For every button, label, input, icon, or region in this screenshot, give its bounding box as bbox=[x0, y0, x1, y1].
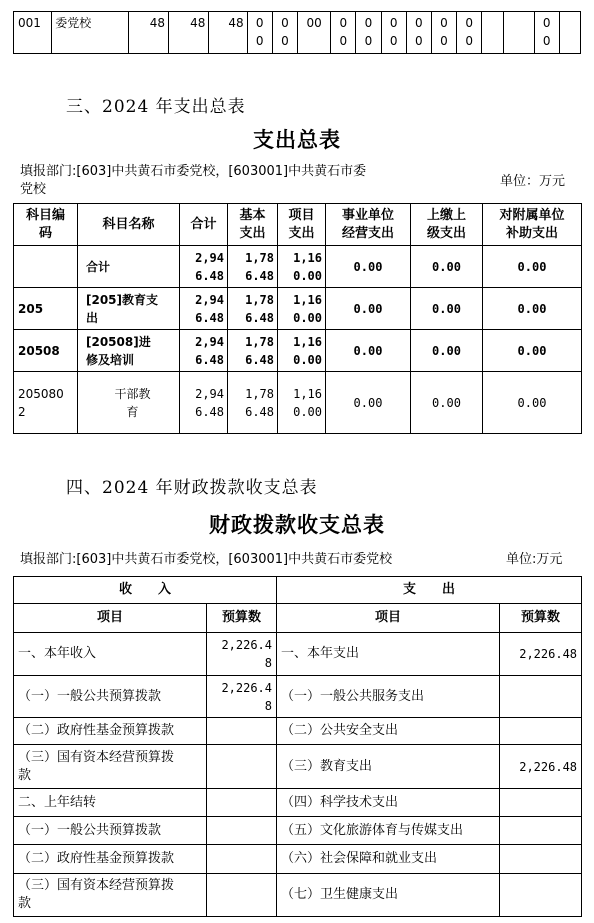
header-row bbox=[14, 604, 582, 633]
value-cell bbox=[559, 12, 580, 54]
total-cell: 2,94 6.48 bbox=[180, 246, 228, 288]
project-cell: 1,16 0.00 bbox=[278, 288, 326, 330]
code-cell: 205 bbox=[14, 288, 78, 330]
value-cell: 48 bbox=[128, 12, 168, 54]
value-cell bbox=[482, 12, 504, 54]
value-cell: 0 0 bbox=[247, 12, 272, 54]
income-item: （二）政府性基金预算拨款 bbox=[14, 845, 207, 874]
expense-item: （一）一般公共服务支出 bbox=[277, 676, 500, 718]
expense-summary-table bbox=[13, 203, 582, 434]
basic-cell: 1,78 6.48 bbox=[228, 372, 278, 434]
expense-value bbox=[500, 789, 582, 817]
income-value bbox=[207, 789, 277, 817]
code-cell: 205080 2 bbox=[14, 372, 78, 434]
biz-cell: 0.00 bbox=[326, 330, 411, 372]
expense-value bbox=[500, 874, 582, 917]
name-cell: 合计 bbox=[78, 246, 180, 288]
section-heading: 三、2024 年支出总表 bbox=[66, 97, 246, 117]
col-header: 科目名称 bbox=[78, 204, 180, 246]
expense-item-header: 项目 bbox=[277, 604, 500, 633]
upper-cell: 0.00 bbox=[411, 330, 483, 372]
expense-item: （二）公共安全支出 bbox=[277, 718, 500, 745]
value-cell: 0 0 bbox=[406, 12, 431, 54]
biz-cell: 0.00 bbox=[326, 372, 411, 434]
table-row bbox=[14, 789, 582, 817]
sub-cell: 0.00 bbox=[483, 246, 582, 288]
table-row bbox=[14, 817, 582, 845]
income-item: （三）国有资本经营预算拨 款 bbox=[14, 874, 207, 917]
project-cell: 1,16 0.00 bbox=[278, 372, 326, 434]
col-header: 对附属单位 补助支出 bbox=[483, 204, 582, 246]
expense-header: 支 出 bbox=[277, 577, 582, 604]
name-cell: [20508]进 修及培训 bbox=[78, 330, 180, 372]
dept-label: 填报部门:[603]中共黄石市委党校，[603001]中共黄石市委党校 bbox=[20, 552, 393, 567]
unit-label: 单位：万元 bbox=[500, 174, 566, 189]
income-item-header: 项目 bbox=[14, 604, 207, 633]
table-row bbox=[14, 718, 582, 745]
fiscal-appropriation-table bbox=[13, 576, 582, 917]
project-cell: 1,16 0.00 bbox=[278, 246, 326, 288]
expense-value: 2,226.48 bbox=[500, 633, 582, 676]
value-cell: 0 0 bbox=[381, 12, 406, 54]
expense-value bbox=[500, 718, 582, 745]
col-header: 上缴上 级支出 bbox=[411, 204, 483, 246]
basic-cell: 1,78 6.48 bbox=[228, 246, 278, 288]
basic-cell: 1,78 6.48 bbox=[228, 330, 278, 372]
income-item: 一、本年收入 bbox=[14, 633, 207, 676]
col-header: 合计 bbox=[180, 204, 228, 246]
expense-item: （五）文化旅游体育与传媒支出 bbox=[277, 817, 500, 845]
total-cell: 2,94 6.48 bbox=[180, 372, 228, 434]
expense-item: （七）卫生健康支出 bbox=[277, 874, 500, 917]
col-header: 项目 支出 bbox=[278, 204, 326, 246]
col-header: 基本 支出 bbox=[228, 204, 278, 246]
upper-cell: 0.00 bbox=[411, 288, 483, 330]
basic-cell: 1,78 6.48 bbox=[228, 288, 278, 330]
biz-cell: 0.00 bbox=[326, 288, 411, 330]
table-row bbox=[14, 845, 582, 874]
table-title: 支出总表 bbox=[253, 127, 341, 152]
code-cell: 20508 bbox=[14, 330, 78, 372]
biz-cell: 0.00 bbox=[326, 246, 411, 288]
income-value: 2,226.4 8 bbox=[207, 676, 277, 718]
income-value bbox=[207, 745, 277, 789]
income-item: 二、上年结转 bbox=[14, 789, 207, 817]
income-value: 2,226.4 8 bbox=[207, 633, 277, 676]
value-cell: 00 bbox=[297, 12, 330, 54]
name-cell: 干部教 育 bbox=[78, 372, 180, 434]
code-cell: 001 bbox=[14, 12, 52, 54]
income-budget-header: 预算数 bbox=[207, 604, 277, 633]
value-cell: 48 bbox=[209, 12, 247, 54]
table-row bbox=[14, 12, 581, 54]
header-row bbox=[14, 204, 582, 246]
name-cell: [205]教育支 出 bbox=[78, 288, 180, 330]
value-cell: 0 0 bbox=[431, 12, 456, 54]
income-value bbox=[207, 845, 277, 874]
income-item: （三）国有资本经营预算拨 款 bbox=[14, 745, 207, 789]
table-row bbox=[14, 246, 582, 288]
upper-cell: 0.00 bbox=[411, 246, 483, 288]
table-row bbox=[14, 745, 582, 789]
expense-value bbox=[500, 817, 582, 845]
table-row bbox=[14, 633, 582, 676]
total-cell: 2,94 6.48 bbox=[180, 288, 228, 330]
project-cell: 1,16 0.00 bbox=[278, 330, 326, 372]
table-title: 财政拨款收支总表 bbox=[209, 512, 385, 537]
section-heading: 四、2024 年财政拨款收支总表 bbox=[66, 478, 318, 498]
income-value bbox=[207, 718, 277, 745]
total-cell: 2,94 6.48 bbox=[180, 330, 228, 372]
table-row bbox=[14, 874, 582, 917]
table-row bbox=[14, 372, 582, 434]
sub-cell: 0.00 bbox=[483, 372, 582, 434]
col-header: 事业单位 经营支出 bbox=[326, 204, 411, 246]
upper-cell: 0.00 bbox=[411, 372, 483, 434]
code-cell bbox=[14, 246, 78, 288]
income-item: （二）政府性基金预算拨款 bbox=[14, 718, 207, 745]
expense-item: （六）社会保障和就业支出 bbox=[277, 845, 500, 874]
income-value bbox=[207, 874, 277, 917]
expense-item: （四）科学技术支出 bbox=[277, 789, 500, 817]
value-cell: 0 0 bbox=[331, 12, 356, 54]
sub-cell: 0.00 bbox=[483, 330, 582, 372]
table-row bbox=[14, 330, 582, 372]
value-cell: 48 bbox=[169, 12, 209, 54]
income-value bbox=[207, 817, 277, 845]
table-row bbox=[14, 288, 582, 330]
dept-label: 填报部门:[603]中共黄石市委党校，[603001]中共黄石市委 党校 bbox=[20, 164, 367, 197]
value-cell: 0 0 bbox=[534, 12, 559, 54]
income-item: （一）一般公共预算拨款 bbox=[14, 676, 207, 718]
table-row bbox=[14, 676, 582, 718]
value-cell: 0 0 bbox=[457, 12, 482, 54]
expense-item: （三）教育支出 bbox=[277, 745, 500, 789]
income-header: 收 入 bbox=[14, 577, 277, 604]
value-cell bbox=[504, 12, 534, 54]
expense-value bbox=[500, 676, 582, 718]
header-row bbox=[14, 577, 582, 604]
income-item: （一）一般公共预算拨款 bbox=[14, 817, 207, 845]
expense-item: 一、本年支出 bbox=[277, 633, 500, 676]
value-cell: 0 0 bbox=[272, 12, 297, 54]
expense-budget-header: 预算数 bbox=[500, 604, 582, 633]
unit-label: 单位:万元 bbox=[506, 552, 563, 567]
value-cell: 0 0 bbox=[356, 12, 381, 54]
col-header: 科目编 码 bbox=[14, 204, 78, 246]
sub-cell: 0.00 bbox=[483, 288, 582, 330]
name-cell: 委党校 bbox=[52, 12, 129, 54]
expense-value: 2,226.48 bbox=[500, 745, 582, 789]
prev-table-fragment bbox=[13, 11, 581, 54]
expense-value bbox=[500, 845, 582, 874]
